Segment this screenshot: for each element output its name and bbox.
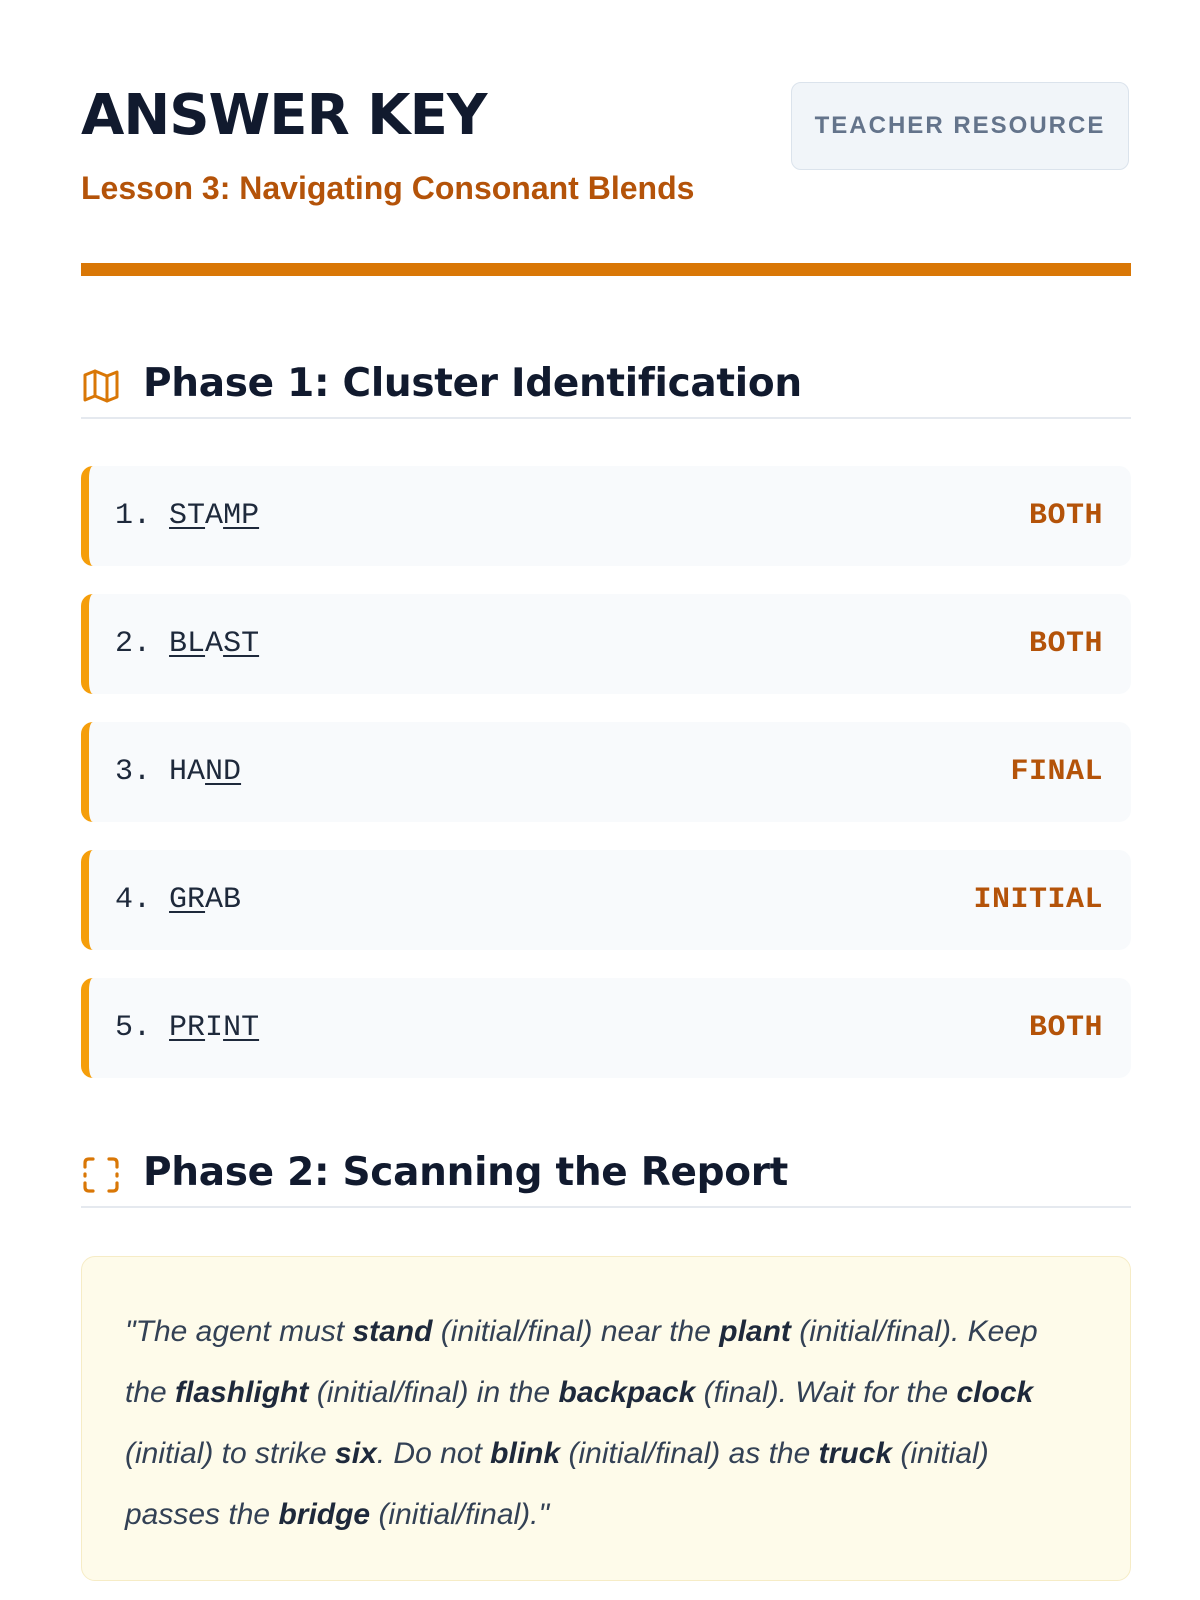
report-segment: (initial) to strike [125,1437,336,1470]
blend-segment: NT [223,1011,260,1045]
blend-segment: PR [169,1011,206,1045]
phase1-section-header [81,351,1131,419]
report-segment: (initial) passes the [125,1437,989,1531]
cluster-word [115,850,241,950]
map-icon [81,366,121,406]
report-segment: (initial/final)." [370,1498,550,1531]
key-word: bridge [278,1498,371,1531]
phase1-heading: Phase 1: Cluster Identification [143,361,802,406]
item-number: 2. [115,627,152,661]
blend-segment: GR [169,883,206,917]
cluster-word [115,722,241,822]
item-number: 5. [115,1011,152,1045]
key-word: plant [719,1315,791,1348]
answer-label: BOTH [1028,1011,1103,1045]
blend-segment: ST [169,499,206,533]
blend-segment: ST [223,627,260,661]
cluster-item [81,594,1131,694]
cluster-item [81,850,1131,950]
answer-key-page [81,0,1131,1531]
word-segment: A [205,627,224,661]
page-title: ANSWER KEY [81,83,487,148]
report-segment: (initial/final). Keep the [125,1315,1038,1409]
cluster-item [81,978,1131,1078]
report-segment: (final). Wait for the [695,1376,957,1409]
key-word: blink [490,1437,561,1470]
word-segment: A [205,499,224,533]
item-number: 4. [115,883,152,917]
answer-label: INITIAL [973,883,1103,917]
word-segment: AB [205,883,242,917]
key-word: flashlight [175,1376,309,1409]
word-segment: HA [169,755,206,789]
report-segment: (initial/final) as the [560,1437,819,1470]
scan-frame-icon [81,1155,121,1195]
cluster-word [115,978,259,1078]
answer-label: BOTH [1028,499,1103,533]
report-box [81,1256,1131,1581]
item-number: 3. [115,755,152,789]
key-word: stand [352,1315,433,1348]
report-segment: "The agent must [125,1315,353,1348]
phase2-heading: Phase 2: Scanning the Report [143,1150,789,1195]
header [81,0,1131,280]
teacher-resource-badge: TEACHER RESOURCE [791,82,1129,170]
blend-segment: ND [205,755,242,789]
lesson-subtitle: Lesson 3: Navigating Consonant Blends [81,170,695,206]
report-segment: (initial/final) in the [308,1376,559,1409]
cluster-list [81,466,1131,1106]
key-word: truck [818,1437,892,1470]
blend-segment: MP [223,499,260,533]
cluster-item [81,466,1131,566]
item-number: 1. [115,499,152,533]
header-divider [81,263,1131,276]
key-word: clock [956,1376,1034,1409]
report-segment: (initial/final) near the [432,1315,720,1348]
key-word: backpack [558,1376,696,1409]
cluster-word [115,594,259,694]
key-word: six [335,1437,377,1470]
report-text [125,1301,1087,1545]
blend-segment: BL [169,627,206,661]
word-segment: I [205,1011,224,1045]
phase2-section-header [81,1140,1131,1208]
cluster-item [81,722,1131,822]
cluster-word [115,466,259,566]
report-segment: . Do not [376,1437,491,1470]
answer-label: BOTH [1028,627,1103,661]
answer-label: FINAL [1010,755,1103,789]
